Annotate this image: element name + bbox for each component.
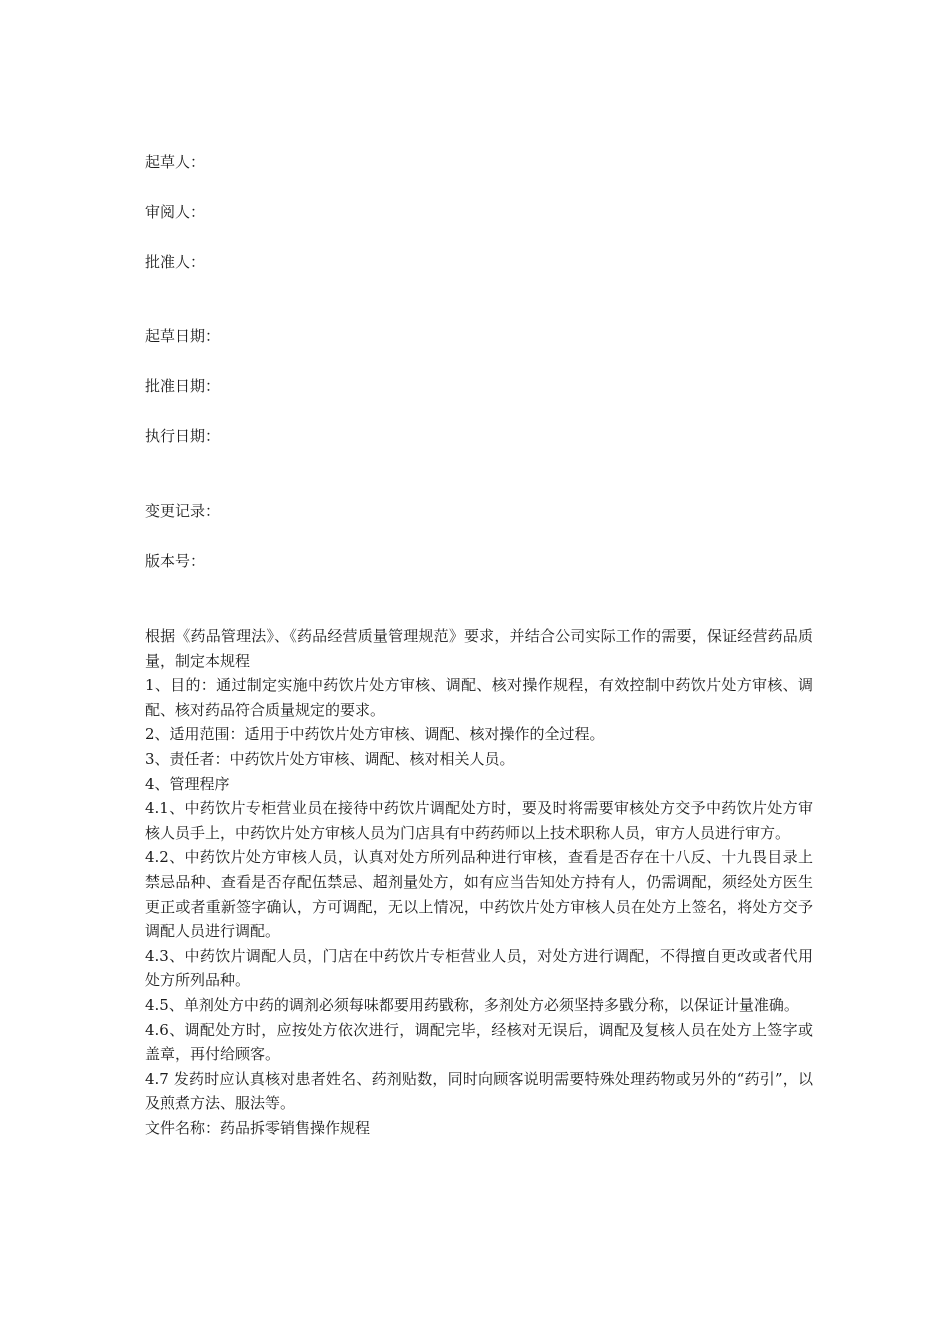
procedure-item-4-3: 4.3、中药饮片调配人员，门店在中药饮片专柜营业人员，对处方进行调配，不得擅自更改或者代用处方所列品种。 — [145, 946, 813, 990]
document-body — [145, 624, 813, 1140]
purpose-paragraph: 1、目的：通过制定实施中药饮片处方审核、调配、核对操作规程，有效控制中药饮片处方审核、调配、核对药品符合质量规定的要求。 — [145, 676, 813, 719]
procedure-item-4-5: 4.5、单剂处方中药的调剂必须每味都要用药戥称，多剂处方必须坚持多戥分称，以保证计量准确。 — [145, 995, 799, 1014]
procedure-heading: 4、管理程序 — [145, 774, 230, 793]
approver-field: 批准人： — [145, 253, 206, 271]
draft-date-field: 起草日期： — [145, 327, 221, 345]
procedure-item-4-1: 4.1、中药饮片专柜营业员在接待中药饮片调配处方时，要及时将需要审核处方交予中药饮片处方审核人员手上，中药饮片处方审核人员为门店具有中药药师以上技术职称人员，审方人员进行审方。 — [145, 799, 813, 842]
effective-date-field: 执行日期： — [145, 427, 221, 445]
file-name-line: 文件名称：药品拆零销售操作规程 — [145, 1118, 371, 1137]
procedure-item-4-2: 4.2、中药饮片处方审核人员，认真对处方所列品种进行审核，查看是否存在十八反、十九畏目录上禁忌品种、查看是否存配伍禁忌、超剂量处方，如有应当告知处方持有人，仍需调配，须经处方医生更正或者重新签字确认，方可调配，无以上情况，中药饮片处方审核人员在处方上签名，将处方交予调配人员进行调配。 — [145, 848, 813, 941]
reviewer-field: 审阅人： — [145, 203, 206, 221]
intro-paragraph: 根据《药品管理法》、《药品经营质量管理规范》要求，并结合公司实际工作的需要，保证经营药品质量，制定本规程 — [145, 627, 813, 670]
drafter-field: 起草人： — [145, 153, 206, 171]
responsibility-paragraph: 3、责任者：中药饮片处方审核、调配、核对相关人员。 — [145, 749, 515, 768]
procedure-item-4-6: 4.6、调配处方时，应按处方依次进行，调配完毕，经核对无误后，调配及复核人员在处方上签字或盖章，再付给顾客。 — [145, 1020, 813, 1064]
version-field: 版本号： — [145, 552, 206, 570]
procedure-item-4-7: 4.7 发药时应认真核对患者姓名、药剂贴数，同时向顾客说明需要特殊处理药物或另外的“药引”，以及煎煮方法、服法等。 — [145, 1069, 813, 1113]
approval-date-field: 批准日期： — [145, 377, 221, 395]
change-record-field: 变更记录： — [145, 502, 221, 520]
scope-paragraph: 2、适用范围：适用于中药饮片处方审核、调配、核对操作的全过程。 — [145, 725, 605, 744]
